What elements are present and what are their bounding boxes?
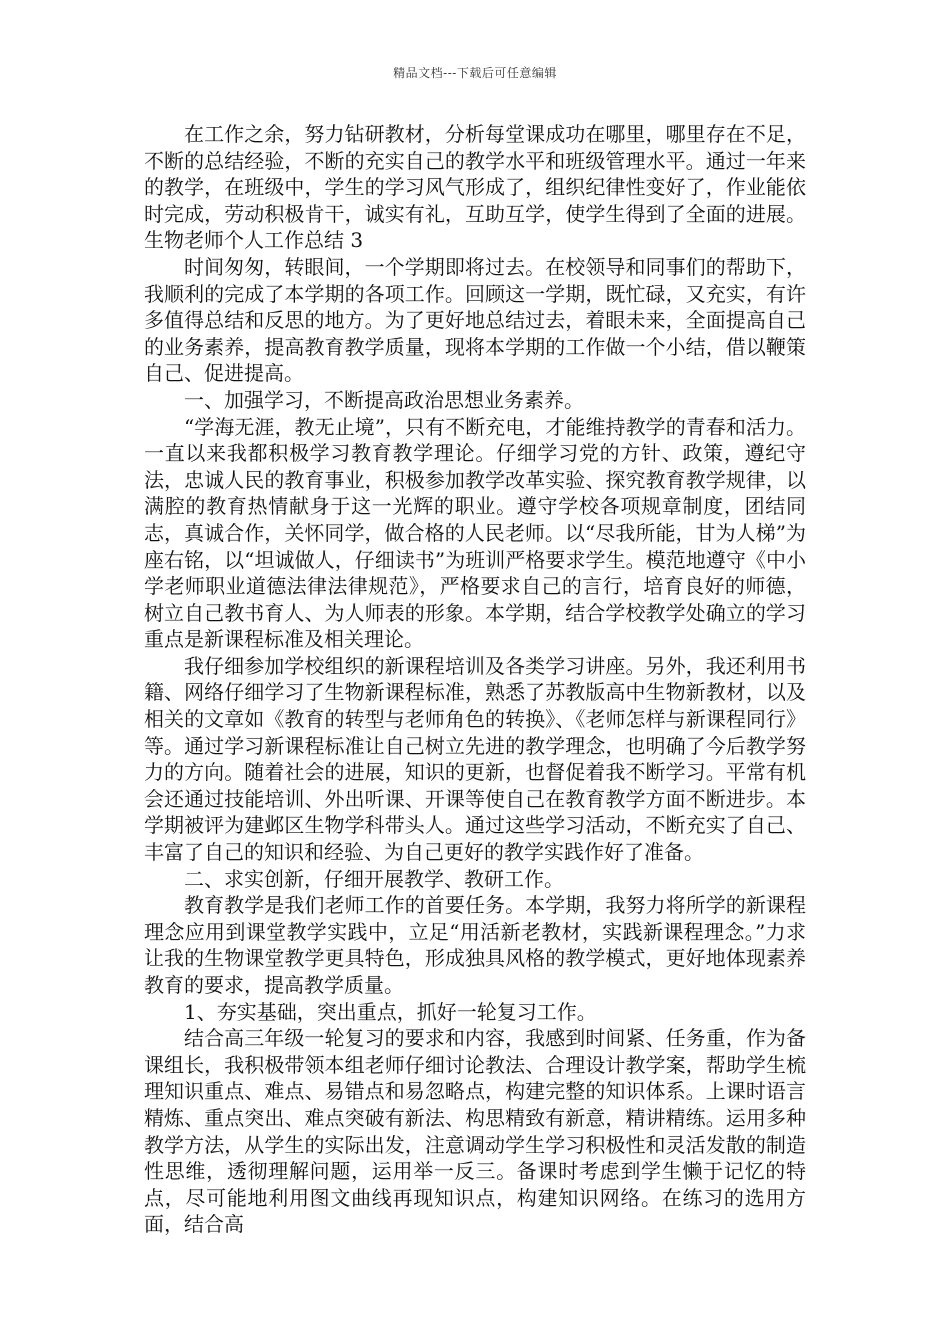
paragraph: 教育教学是我们老师工作的首要任务。本学期，我努力将所学的新课程理念应用到课堂教学实践中，立足“用活新老教材，实践新课程理念。”力求让我的生物课堂教学更具特色，形成独具风格的教学模式，更好地体现素养教育的要求，提高教学质量。 (144, 893, 806, 997)
paragraph: 我仔细参加学校组织的新课程培训及各类学习讲座。另外，我还利用书籍、网络仔细学习了生物新课程标准，熟悉了苏教版高中生物新教材，以及相关的文章如《教育的转型与老师角色的转换》、《老师怎样与新课程同行》等。通过学习新课程标准让自己树立先进的教学理念，也明确了今后教学努力的方向。随着社会的进展，知识的更新，也督促着我不断学习。平常有机会还通过技能培训、外出听课、开课等使自己在教育教学方面不断进步。本学期被评为建邺区生物学科带头人。通过这些学习活动，不断充实了自己、丰富了自己的知识和经验、为自己更好的教学实践作好了准备。 (144, 653, 806, 865)
paragraph: “学海无涯，教无止境”，只有不断充电，才能维持教学的青春和活力。一直以来我都积极学习教育教学理论。仔细学习党的方针、政策，遵纪守法，忠诚人民的教育事业，积极参加教学改革实验、探究教育教学规律，以满腔的教育热情献身于这一光辉的职业。遵守学校各项规章制度，团结同志，真诚合作，关怀同学，做合格的人民老师。以“尽我所能，甘为人梯”为座右铭，以“坦诚做人，仔细读书”为班训严格要求学生。模范地遵守《中小学老师职业道德法律法律规范》，严格要求自己的言行，培育良好的师德，树立自己教书育人、为人师表的形象。本学期，结合学校教学处确立的学习重点是新课程标准及相关理论。 (144, 414, 806, 652)
paragraph: 结合高三年级一轮复习的要求和内容，我感到时间紧、任务重，作为备课组长，我积极带领本组老师仔细讨论教法、合理设计教学案，帮助学生梳理知识重点、难点、易错点和易忽略点，构建完整的知识体系。上课时语言精炼、重点突出、难点突破有新法、构思精致有新意，精讲精练。运用多种教学方法，从学生的实际出发，注意调动学生学习积极性和灵活发散的制造性思维，透彻理解问题，运用举一反三。备课时考虑到学生懒于记忆的特点，尽可能地利用图文曲线再现知识点，构建知识网络。在练习的选用方面，结合高 (144, 1026, 806, 1237)
paragraph: 在工作之余，努力钻研教材，分析每堂课成功在哪里，哪里存在不足，不断的总结经验，不断的充实自己的教学水平和班级管理水平。通过一年来的教学，在班级中，学生的学习风气形成了，组织纪律性变好了，作业能依时完成，劳动积极肯干，诚实有礼，互助互学，使学生得到了全面的进展。生物老师个人工作总结 3 (144, 122, 806, 253)
paragraph: 时间匆匆，转眼间，一个学期即将过去。在校领导和同事们的帮助下，我顺利的完成了本学期的各项工作。回顾这一学期，既忙碌，又充实，有许多值得总结和反思的地方。为了更好地总结过去，着眼未来，全面提高自己的业务素养，提高教育教学质量，现将本学期的工作做一个小结，借以鞭策自己、促进提高。 (144, 254, 806, 386)
section-heading: 二、求实创新，仔细开展教学、教研工作。 (184, 866, 564, 891)
section-heading: 一、加强学习，不断提高政治思想业务素养。 (184, 387, 584, 412)
page-header: 精品文档---下载后可任意编辑 (393, 66, 557, 80)
document-body (144, 121, 806, 1238)
subsection-heading: 1、夯实基础，突出重点，抓好一轮复习工作。 (184, 999, 597, 1024)
